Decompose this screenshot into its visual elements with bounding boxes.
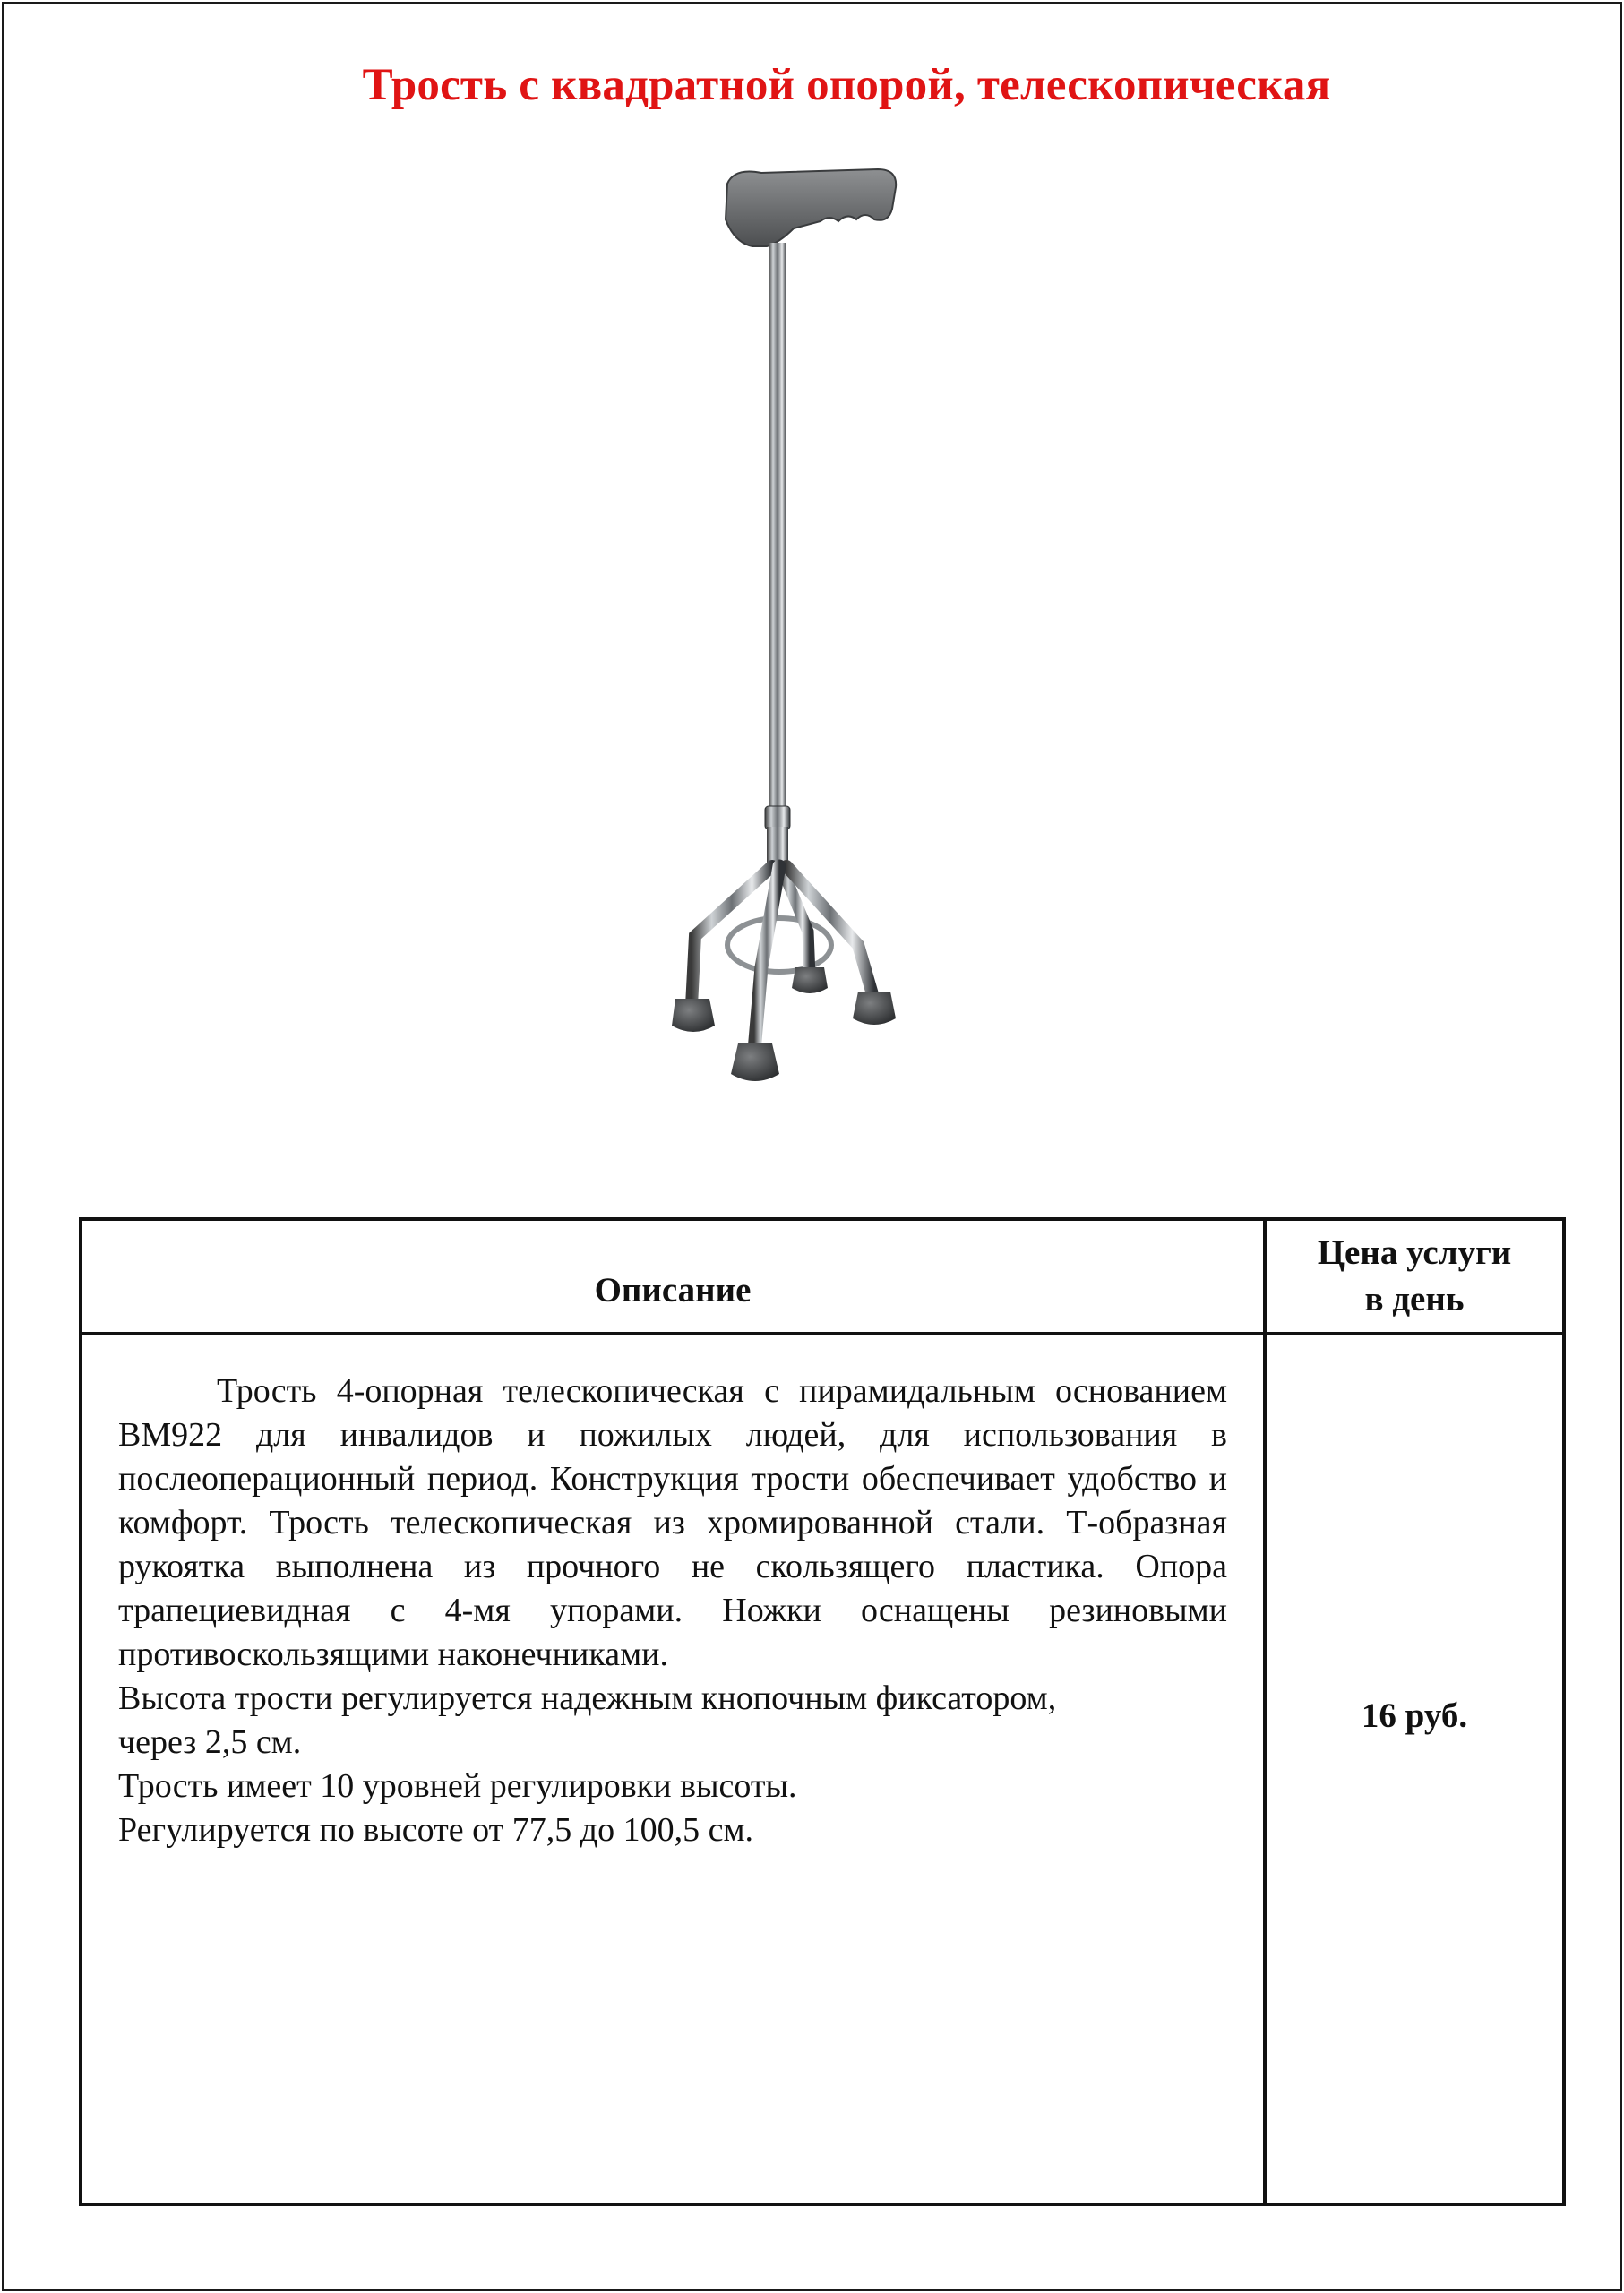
leg-front <box>754 866 779 1051</box>
price-cell: 16 руб. <box>1265 1334 1564 2204</box>
table-header-row <box>81 1219 1564 1334</box>
shaft-collar <box>765 806 790 829</box>
description-main: Трость 4-опорная телескопическая с пирамидальным основанием ВМ922 для инвалидов и пожилых людей, для использования в послеоперационный период. Конструкция трости обеспечивает удобство и комфорт. Трость телескопическая из хромированной стали. Т-образная рукоятка выполнена из прочного не скользящего пластика. Опора трапециевидная с 4-мя упорами. Ножки оснащены резиновыми противоскользящими наконечниками. <box>118 1372 1227 1673</box>
upper-shaft <box>769 243 786 816</box>
table-row <box>81 1334 1564 2204</box>
tip-front <box>731 1043 779 1081</box>
base-ring <box>727 918 831 972</box>
description-height-adjust: Высота трости регулируется надежным кнопочным фиксатором, <box>118 1679 1057 1717</box>
header-price-line1: Цена услуги <box>1317 1233 1512 1272</box>
cane-illustration <box>609 157 985 1124</box>
header-price <box>1265 1219 1564 1334</box>
tip-back <box>792 967 828 993</box>
tip-left <box>672 999 715 1032</box>
description-range: Регулируется по высоте от 77,5 до 100,5 см. <box>118 1811 753 1849</box>
description-cell <box>81 1334 1265 2204</box>
tip-right <box>853 992 896 1025</box>
handle-grip <box>726 169 896 246</box>
header-description: Описание <box>81 1219 1265 1334</box>
description-step: через 2,5 см. <box>118 1723 302 1761</box>
spec-table <box>79 1217 1566 2206</box>
header-price-line2: в день <box>1364 1280 1465 1318</box>
page-title: Трость с квадратной опорой, телескопическая <box>362 60 1331 110</box>
description-levels: Трость имеет 10 уровней регулировки высоты. <box>118 1767 797 1805</box>
